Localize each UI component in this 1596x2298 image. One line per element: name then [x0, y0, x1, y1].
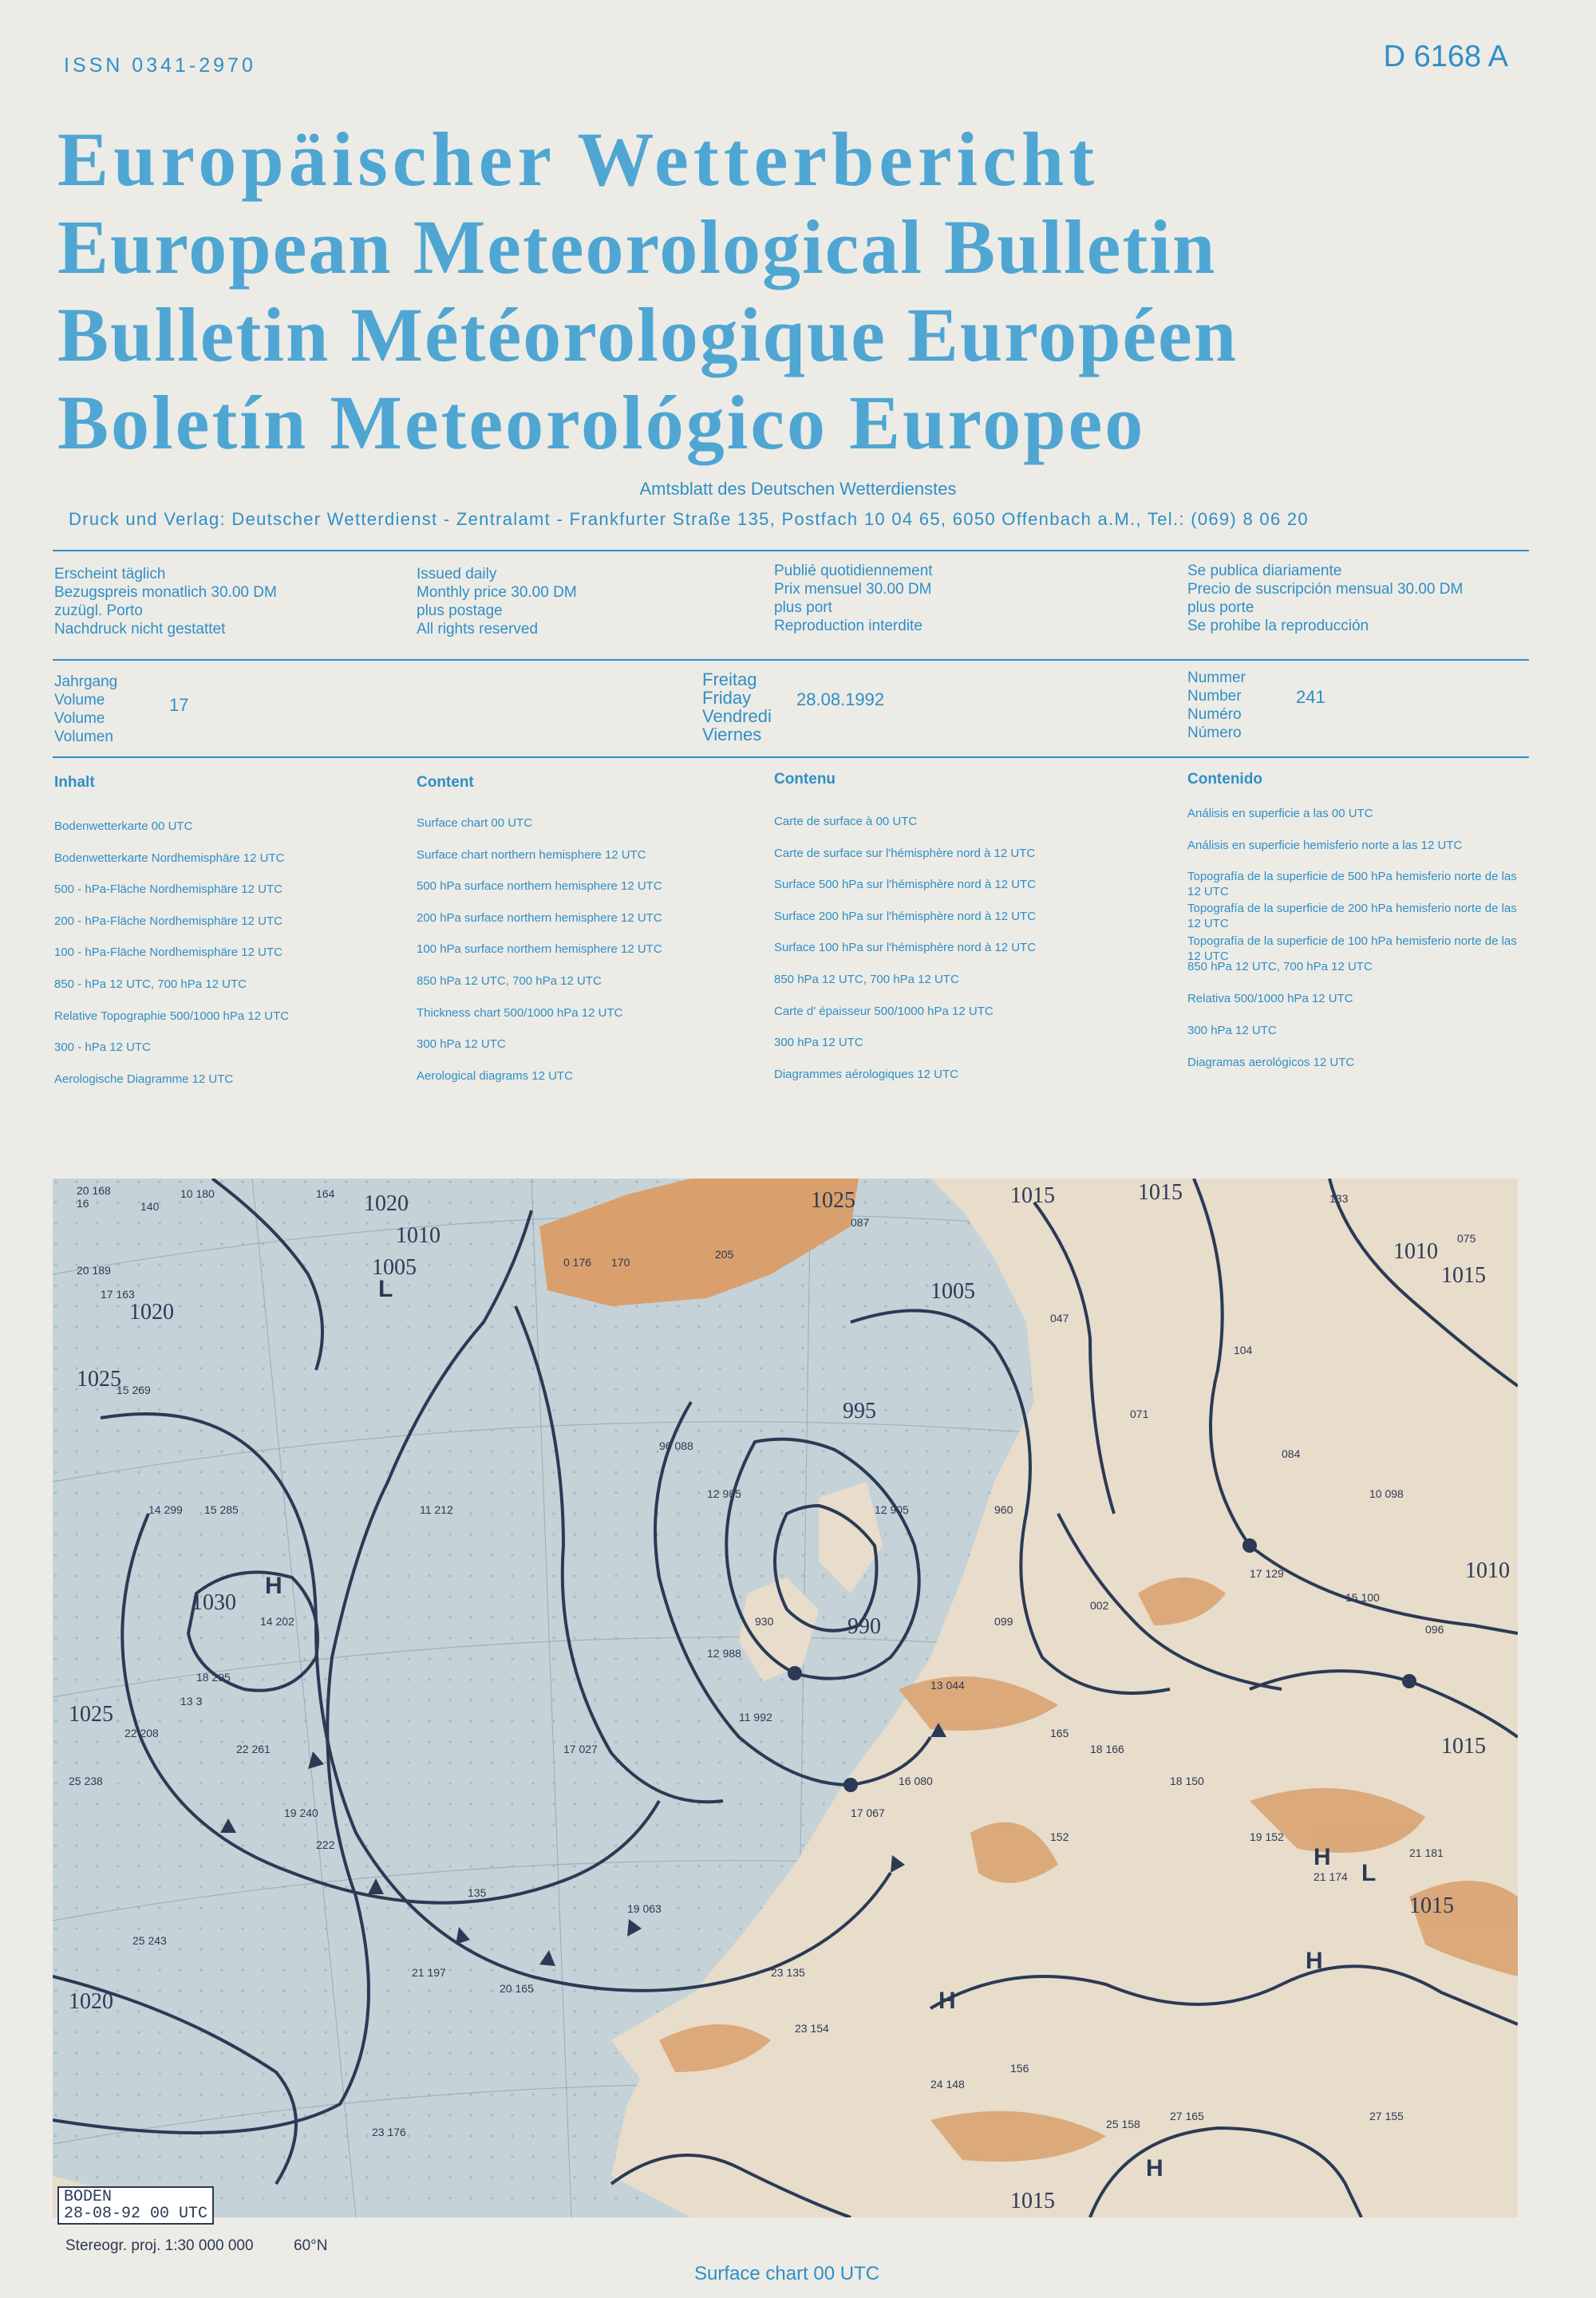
svg-text:19 152: 19 152 [1250, 1830, 1284, 1843]
contents-item: Bodenwetterkarte 00 UTC [54, 819, 193, 833]
surface-weather-map [53, 1179, 1518, 2217]
svg-text:135: 135 [468, 1886, 487, 1899]
map-caption: Surface chart 00 UTC [694, 2263, 880, 2284]
contents-item: 850 - hPa 12 UTC, 700 hPa 12 UTC [54, 977, 247, 991]
svg-text:084: 084 [1282, 1447, 1301, 1460]
contents-item: Aerologische Diagramme 12 UTC [54, 1072, 234, 1086]
number-label: Number [1187, 688, 1242, 705]
volume-labels [54, 673, 117, 746]
isobar-label: 990 [847, 1614, 881, 1639]
svg-text:11 212: 11 212 [420, 1503, 453, 1516]
svg-text:23 176: 23 176 [372, 2126, 406, 2138]
contents-item: Relative Topographie 500/1000 hPa 12 UTC [54, 1009, 290, 1023]
svg-text:25 158: 25 158 [1106, 2118, 1140, 2130]
svg-text:21 197: 21 197 [412, 1966, 446, 1979]
isobar-label: 1015 [1441, 1734, 1486, 1759]
isobar-label: 1010 [1393, 1239, 1438, 1264]
number-label: Nummer [1187, 669, 1246, 686]
svg-text:23 154: 23 154 [795, 2022, 829, 2035]
svg-text:17 163: 17 163 [101, 1288, 135, 1301]
svg-text:19 063: 19 063 [627, 1902, 662, 1915]
svg-text:10 098: 10 098 [1369, 1487, 1404, 1500]
svg-text:18 166: 18 166 [1090, 1743, 1124, 1755]
svg-text:096: 096 [1425, 1623, 1444, 1636]
svg-text:205: 205 [715, 1248, 734, 1261]
isobar-label: 1025 [77, 1367, 121, 1392]
contents-heading-de: Inhalt [54, 774, 95, 791]
svg-text:152: 152 [1050, 1830, 1069, 1843]
contents-item: Carte de surface sur l'hémisphère nord à 12 UTC [774, 846, 1036, 860]
subscription-line: Se prohibe la reproducción [1187, 618, 1369, 634]
contents-item: Surface chart 00 UTC [417, 816, 533, 830]
svg-text:15 269: 15 269 [117, 1384, 151, 1396]
contents-list-es [1187, 806, 1523, 1070]
contents-item: 200 - hPa-Fläche Nordhemisphäre 12 UTC [54, 914, 282, 928]
contents-item: 100 - hPa-Fläche Nordhemisphäre 12 UTC [54, 946, 282, 960]
subscription-french [774, 562, 933, 635]
volume-label: Volumen [54, 728, 113, 745]
svg-text:075: 075 [1457, 1232, 1476, 1245]
svg-text:14 299: 14 299 [148, 1503, 183, 1516]
contents-list-de [54, 811, 289, 1095]
svg-text:002: 002 [1090, 1599, 1109, 1612]
latitude-note: 60°N [294, 2237, 328, 2254]
divider [53, 756, 1529, 758]
svg-text:19 240: 19 240 [284, 1806, 318, 1819]
isobar-label: 1015 [1138, 1180, 1183, 1205]
svg-text:16: 16 [77, 1197, 89, 1210]
subscription-line: Precio de suscripción mensual 30.00 DM [1187, 581, 1464, 598]
svg-text:24 148: 24 148 [930, 2078, 965, 2091]
chart-stamp [57, 2186, 214, 2225]
contents-item: Surface 500 hPa sur l'hémisphère nord à 12 UTC [774, 878, 1037, 892]
svg-text:21 174: 21 174 [1314, 1870, 1348, 1883]
title-spanish: Boletín Meteorológico Europeo [57, 380, 1146, 465]
contents-heading-fr: Contenu [774, 771, 836, 788]
isobar-label: 1025 [69, 1702, 113, 1727]
svg-text:071: 071 [1130, 1408, 1149, 1420]
contents-list-fr [774, 806, 1036, 1090]
publication-code: D 6168 A [1383, 40, 1508, 73]
svg-text:27 165: 27 165 [1170, 2110, 1204, 2122]
subscription-line: zuzügl. Porto [54, 602, 143, 619]
subscription-german [54, 565, 277, 638]
contents-item: 300 hPa 12 UTC [417, 1037, 506, 1052]
contents-item: 300 hPa 12 UTC [774, 1036, 863, 1050]
subscription-spanish [1187, 562, 1463, 635]
isobar-label: 1030 [192, 1590, 236, 1615]
isobar-label: 1020 [129, 1300, 174, 1325]
svg-text:12 988: 12 988 [707, 1647, 741, 1660]
contents-item: Surface 200 hPa sur l'hémisphère nord à 12 UTC [774, 909, 1037, 923]
svg-text:087: 087 [851, 1216, 870, 1229]
svg-text:20 189: 20 189 [77, 1264, 111, 1277]
title-german: Europäischer Wetterbericht [57, 116, 1100, 202]
svg-text:15 285: 15 285 [204, 1503, 239, 1516]
subscription-line: Publié quotidiennement [774, 563, 933, 579]
contents-item: 850 hPa 12 UTC, 700 hPa 12 UTC [1187, 960, 1373, 973]
isobar-label: 1010 [396, 1223, 440, 1248]
subscription-line: Reproduction interdite [774, 618, 922, 634]
contents-item: Diagrammes aérologiques 12 UTC [774, 1067, 958, 1081]
svg-text:13 3: 13 3 [180, 1695, 203, 1708]
contents-item: 200 hPa surface northern hemisphere 12 UTC [417, 910, 662, 925]
svg-text:22 208: 22 208 [124, 1727, 159, 1739]
svg-text:12 985: 12 985 [707, 1487, 741, 1500]
number-label: Número [1187, 725, 1242, 741]
isobar-label: 1005 [372, 1255, 417, 1280]
contents-item: Diagramas aerológicos 12 UTC [1187, 1056, 1355, 1069]
subscription-line: Nachdruck nicht gestattet [54, 621, 226, 638]
issn: ISSN 0341-2970 [64, 54, 256, 77]
svg-text:27 155: 27 155 [1369, 2110, 1404, 2122]
contents-item: Surface chart northern hemisphere 12 UTC [417, 847, 646, 862]
weekday-label: Viernes [702, 725, 762, 744]
isobar-label: 1025 [811, 1188, 855, 1213]
isobar-label: 1015 [1409, 1893, 1454, 1918]
contents-item: Carte d' épaisseur 500/1000 hPa 12 UTC [774, 1004, 994, 1018]
number-labels [1187, 669, 1246, 742]
contents-item: Topografía de la superficie de 500 hPa hemisferio norte de las 12 UTC [1187, 870, 1517, 898]
svg-text:104: 104 [1234, 1344, 1253, 1356]
publisher-line: Druck und Verlag: Deutscher Wetterdienst - Zentralamt - Frankfurter Straße 135, Postfach 10 04 65, 6050 Offenbach a.M., Tel.: (069) 8 06 20 [69, 509, 1309, 529]
svg-text:164: 164 [316, 1187, 335, 1200]
high-center: H [938, 1988, 956, 2014]
svg-text:12 905: 12 905 [875, 1503, 909, 1516]
contents-item: Aerological diagrams 12 UTC [417, 1068, 573, 1083]
isobar-label: 995 [843, 1399, 876, 1423]
subscription-line: Erscheint täglich [54, 566, 166, 582]
high-center: H [1146, 2155, 1163, 2182]
subscription-line: Bezugspreis monatlich 30.00 DM [54, 584, 277, 601]
contents-item: 300 - hPa 12 UTC [54, 1040, 151, 1055]
contents-item: Thickness chart 500/1000 hPa 12 UTC [417, 1005, 623, 1020]
subscription-line: plus port [774, 599, 832, 616]
contents-item: Topografía de la superficie de 100 hPa hemisferio norte de las 12 UTC [1187, 934, 1517, 963]
high-center: H [1314, 1844, 1331, 1870]
svg-text:10 180: 10 180 [180, 1187, 215, 1200]
official-gazette-note: Amtsblatt des Deutschen Wetterdienstes [639, 479, 957, 499]
isobar-label: 1020 [69, 1989, 113, 2014]
svg-text:96 088: 96 088 [659, 1439, 693, 1452]
svg-text:18 295: 18 295 [196, 1671, 231, 1684]
svg-text:17 129: 17 129 [1250, 1567, 1284, 1580]
isobar-label: 1020 [364, 1191, 409, 1216]
svg-text:13 044: 13 044 [930, 1679, 965, 1692]
divider [53, 659, 1529, 661]
weekday-label: Friday [702, 688, 752, 708]
isobar-label: 1015 [1441, 1263, 1486, 1288]
svg-text:11 992: 11 992 [739, 1711, 772, 1724]
svg-text:14 202: 14 202 [260, 1615, 294, 1628]
svg-text:16 080: 16 080 [899, 1775, 933, 1787]
subscription-line: Se publica diariamente [1187, 563, 1342, 579]
issue-date: 28.08.1992 [796, 689, 885, 709]
subscription-line: Monthly price 30.00 DM [417, 584, 577, 601]
weekday-labels [702, 670, 772, 744]
svg-text:099: 099 [994, 1615, 1013, 1628]
contents-item: Análisis en superficie a las 00 UTC [1187, 807, 1373, 820]
subscription-line: plus postage [417, 602, 503, 619]
svg-text:0 176: 0 176 [563, 1256, 592, 1269]
contents-item: Topografía de la superficie de 200 hPa hemisferio norte de las 12 UTC [1187, 902, 1517, 930]
contents-item: 300 hPa 12 UTC [1187, 1024, 1277, 1037]
contents-item: Relativa 500/1000 hPa 12 UTC [1187, 992, 1353, 1005]
high-center: H [265, 1573, 282, 1599]
svg-text:25 238: 25 238 [69, 1775, 103, 1787]
title-french: Bulletin Météorologique Européen [57, 292, 1238, 377]
svg-text:23 135: 23 135 [771, 1966, 805, 1979]
subscription-line: All rights reserved [417, 621, 539, 638]
chart-stamp-type: BODEN [64, 2188, 113, 2206]
isobar-label: 1005 [930, 1279, 975, 1304]
number-label: Numéro [1187, 706, 1242, 723]
subscription-english [417, 565, 577, 638]
volume-label: Volume [54, 692, 105, 709]
divider [53, 550, 1529, 551]
contents-item: 500 - hPa-Fläche Nordhemisphäre 12 UTC [54, 882, 282, 897]
subscription-line: Issued daily [417, 566, 497, 582]
isobar-label: 1015 [1010, 2189, 1055, 2213]
svg-text:960: 960 [994, 1503, 1013, 1516]
svg-text:140: 140 [140, 1200, 160, 1213]
svg-text:222: 222 [316, 1838, 335, 1851]
weekday-label: Vendredi [702, 706, 772, 726]
svg-text:21 181: 21 181 [1409, 1846, 1444, 1859]
contents-item: Análisis en superficie hemisferio norte a las 12 UTC [1187, 839, 1463, 852]
svg-text:17 027: 17 027 [563, 1743, 598, 1755]
svg-text:133: 133 [1329, 1192, 1349, 1205]
title-english: European Meteorological Bulletin [57, 204, 1217, 290]
isobar-label: 1010 [1465, 1558, 1510, 1583]
contents-heading-es: Contenido [1187, 771, 1262, 788]
svg-text:22 261: 22 261 [236, 1743, 271, 1755]
contents-item: 850 hPa 12 UTC, 700 hPa 12 UTC [417, 973, 602, 988]
weekday-label: Freitag [702, 669, 757, 689]
contents-list-en [417, 807, 662, 1092]
volume-label: Jahrgang [54, 673, 118, 690]
svg-text:20 165: 20 165 [500, 1982, 534, 1995]
svg-text:17 067: 17 067 [851, 1806, 885, 1819]
contents-item: 850 hPa 12 UTC, 700 hPa 12 UTC [774, 972, 959, 986]
high-center: H [1306, 1948, 1323, 1974]
volume-label: Volume [54, 710, 105, 727]
svg-text:170: 170 [611, 1256, 630, 1269]
svg-text:25 243: 25 243 [132, 1934, 167, 1947]
isobar-label: 1015 [1010, 1183, 1055, 1208]
subscription-line: Prix mensuel 30.00 DM [774, 581, 932, 598]
projection-note: Stereogr. proj. 1:30 000 000 [65, 2237, 254, 2254]
contents-item: 100 hPa surface northern hemisphere 12 UTC [417, 942, 662, 957]
contents-heading-en: Content [417, 774, 474, 791]
contents-item: Surface 100 hPa sur l'hémisphère nord à 12 UTC [774, 941, 1037, 955]
contents-item: Bodenwetterkarte Nordhemisphäre 12 UTC [54, 851, 285, 865]
volume-number: 17 [169, 695, 189, 715]
contents-item: 500 hPa surface northern hemisphere 12 UTC [417, 879, 662, 894]
chart-stamp-date: 28-08-92 00 UTC [64, 2205, 208, 2223]
low-center: L [1361, 1860, 1377, 1886]
low-center: L [378, 1276, 393, 1302]
svg-text:18 150: 18 150 [1170, 1775, 1204, 1787]
svg-text:047: 047 [1050, 1312, 1069, 1325]
svg-text:15 100: 15 100 [1345, 1591, 1380, 1604]
issue-number: 241 [1296, 687, 1325, 707]
svg-text:20 168: 20 168 [77, 1184, 111, 1197]
contents-item: Carte de surface à 00 UTC [774, 815, 918, 828]
svg-text:156: 156 [1010, 2062, 1029, 2075]
svg-text:165: 165 [1050, 1727, 1069, 1739]
subscription-line: plus porte [1187, 599, 1254, 616]
svg-text:930: 930 [755, 1615, 774, 1628]
